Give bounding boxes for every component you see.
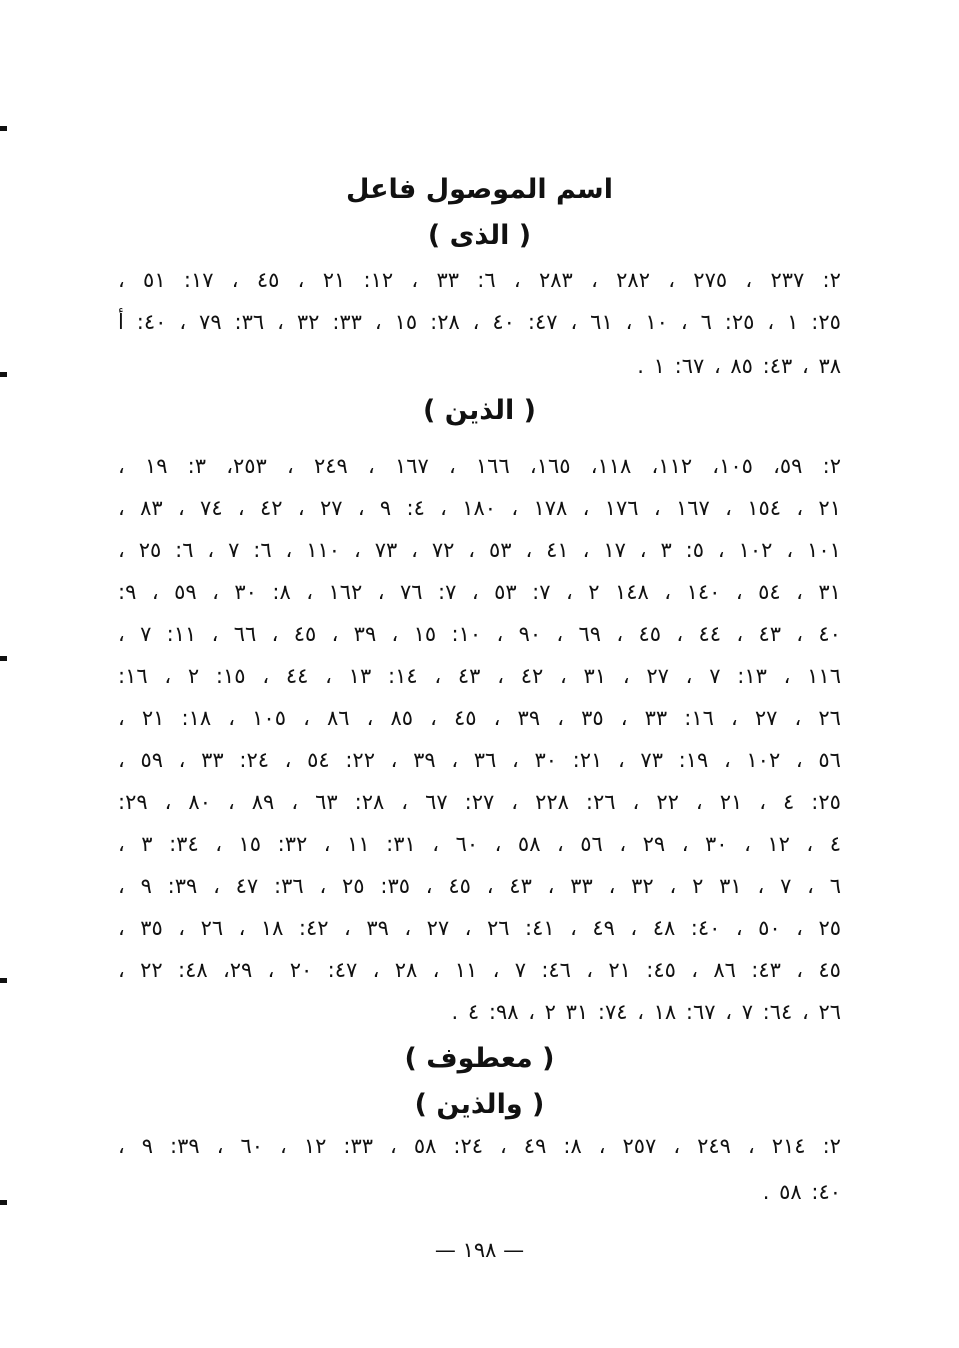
reference-line: ٢١ ، ١٥٤ ، ١٦٧ ، ١٧٦ ، ١٧٨ ، ١٨٠ ، ٤: ٩ ، ٢٧ ، ٤٢ ، ٧٤ ، ٨٣ ، [118, 496, 841, 520]
page-number: — ١٩٨ — [434, 1238, 525, 1262]
reference-line: ٤ ، ١٢ ، ٣٠ ، ٢٩ ، ٥٦ ، ٥٨ ، ٦٠ ، ٣١: ١١ ، ٣٢: ١٥ ، ٣٤: ٣ ، [118, 832, 841, 856]
reference-line: ٢: ٥٩، ١٠٥، ١١٢، ١١٨، ١٦٥، ١٦٦ ، ١٦٧ ، ٢٤٩ ، ٢٥٣، ٣: ١٩ ، [118, 454, 841, 478]
scan-edge-mark [0, 1200, 7, 1205]
reference-line: ٦ ، ٧ ، ٣١ ٢ ، ٣٢ ، ٣٣ ، ٤٣ ، ٤٥ ، ٣٥: ٢٥ ، ٣٦: ٤٧ ، ٣٩: ٩ ، [118, 874, 841, 898]
reference-line: ٢٦ ، ٢٧ ، ١٦: ٣٣ ، ٣٥ ، ٣٩ ، ٤٥ ، ٨٥ ، ٨٦ ، ١٠٥ ، ١٨: ٢١ ، [118, 706, 841, 730]
reference-line: ١٠١ ، ١٠٢ ، ٥: ٣ ، ١٧ ، ٤١ ، ٥٣ ، ٧٢ ، ٧٣ ، ١١٠ ، ٦: ٧ ، ٦: ٢٥ ، [118, 538, 841, 562]
reference-line: ٢٦ ، ٦٤: ٧ ، ٦٧: ١٨ ، ٧٤: ٣١ ٢ ، ٩٨: ٤ . [451, 1000, 841, 1024]
reference-line: ٢: ٢٣٧ ، ٢٧٥ ، ٢٨٢ ، ٢٨٣ ، ٦: ٣٣ ، ١٢: ٢١ ، ٤٥ ، ١٧: ٥١ ، [118, 268, 841, 292]
scan-edge-mark [0, 656, 7, 661]
scan-edge-mark [0, 126, 7, 131]
group-heading: ( الذى ) [427, 220, 532, 251]
scan-edge-mark [0, 978, 7, 983]
reference-line: ٢٥: ١ ، ٢٥: ٦ ، ١٠ ، ٦١ ، ٤٧: ٤٠ ، ٢٨: ١٥ ، ٣٣: ٣٢ ، ٣٦: ٧٩ ، ٤٠: أ [118, 310, 841, 334]
group-heading: ( والذين ) [414, 1089, 545, 1120]
group-heading: ( الذين ) [423, 395, 536, 426]
reference-line: ٢: ٢١٤ ، ٢٤٩ ، ٢٥٧ ، ٨: ٤٩ ، ٢٤: ٥٨ ، ٣٣: ١٢ ، ٦٠ ، ٣٩: ٩ ، [118, 1134, 841, 1158]
reference-line: ٤٥ ، ٤٣: ٨٦ ، ٤٥: ٢١ ، ٤٦: ٧ ، ١١ ، ٢٨ ، ٤٧: ٢٠ ، ٢٩، ٤٨: ٢٢ ، [118, 958, 841, 982]
reference-line: ٣١ ، ٥٤ ، ١٤٠ ، ١٤٨ ٢ ، ٧: ٥٣ ، ٧: ٧٦ ، ١٦٢ ، ٨: ٣٠ ، ٥٩ ، ٩: [118, 580, 841, 604]
reference-line: ٥٦ ، ١٠٢ ، ١٩: ٧٣ ، ٢١: ٣٠ ، ٣٦ ، ٣٩ ، ٢٢: ٥٤ ، ٢٤: ٣٣ ، ٥٩ ، [118, 748, 841, 772]
scan-edge-mark [0, 372, 7, 377]
reference-line: ٢٥ ، ٥٠ ، ٤٠: ٤٨ ، ٤٩ ، ٤١: ٢٦ ، ٢٧ ، ٣٩ ، ٤٢: ١٨ ، ٢٦ ، ٣٥ ، [118, 916, 842, 940]
reference-line: ٤٠ ، ٤٣ ، ٤٤ ، ٤٥ ، ٦٩ ، ٩٠ ، ١٠: ١٥ ، ٣٩ ، ٤٥ ، ٦٦ ، ١١: ٧ ، [118, 622, 841, 646]
reference-line: ١١٦ ، ١٣: ٧ ، ٢٧ ، ٣١ ، ٤٢ ، ٤٣ ، ١٤: ١٣ ، ٤٤ ، ١٥: ٢ ، ١٦: [118, 664, 841, 688]
group-heading: ( معطوف ) [404, 1043, 555, 1074]
reference-line: ٣٨ ، ٤٣: ٨٥ ، ٦٧: ١ . [637, 354, 841, 378]
section-heading: اسم الموصول فاعل [345, 174, 613, 205]
reference-line: ٤٠: ٥٨ . [762, 1180, 841, 1204]
reference-line: ٢٥: ٤ ، ٢١ ، ٢٢ ، ٢٦: ٢٢٨ ، ٢٧: ٦٧ ، ٢٨: ٦٣ ، ٨٩ ، ٨٠ ، ٢٩: [118, 790, 841, 814]
